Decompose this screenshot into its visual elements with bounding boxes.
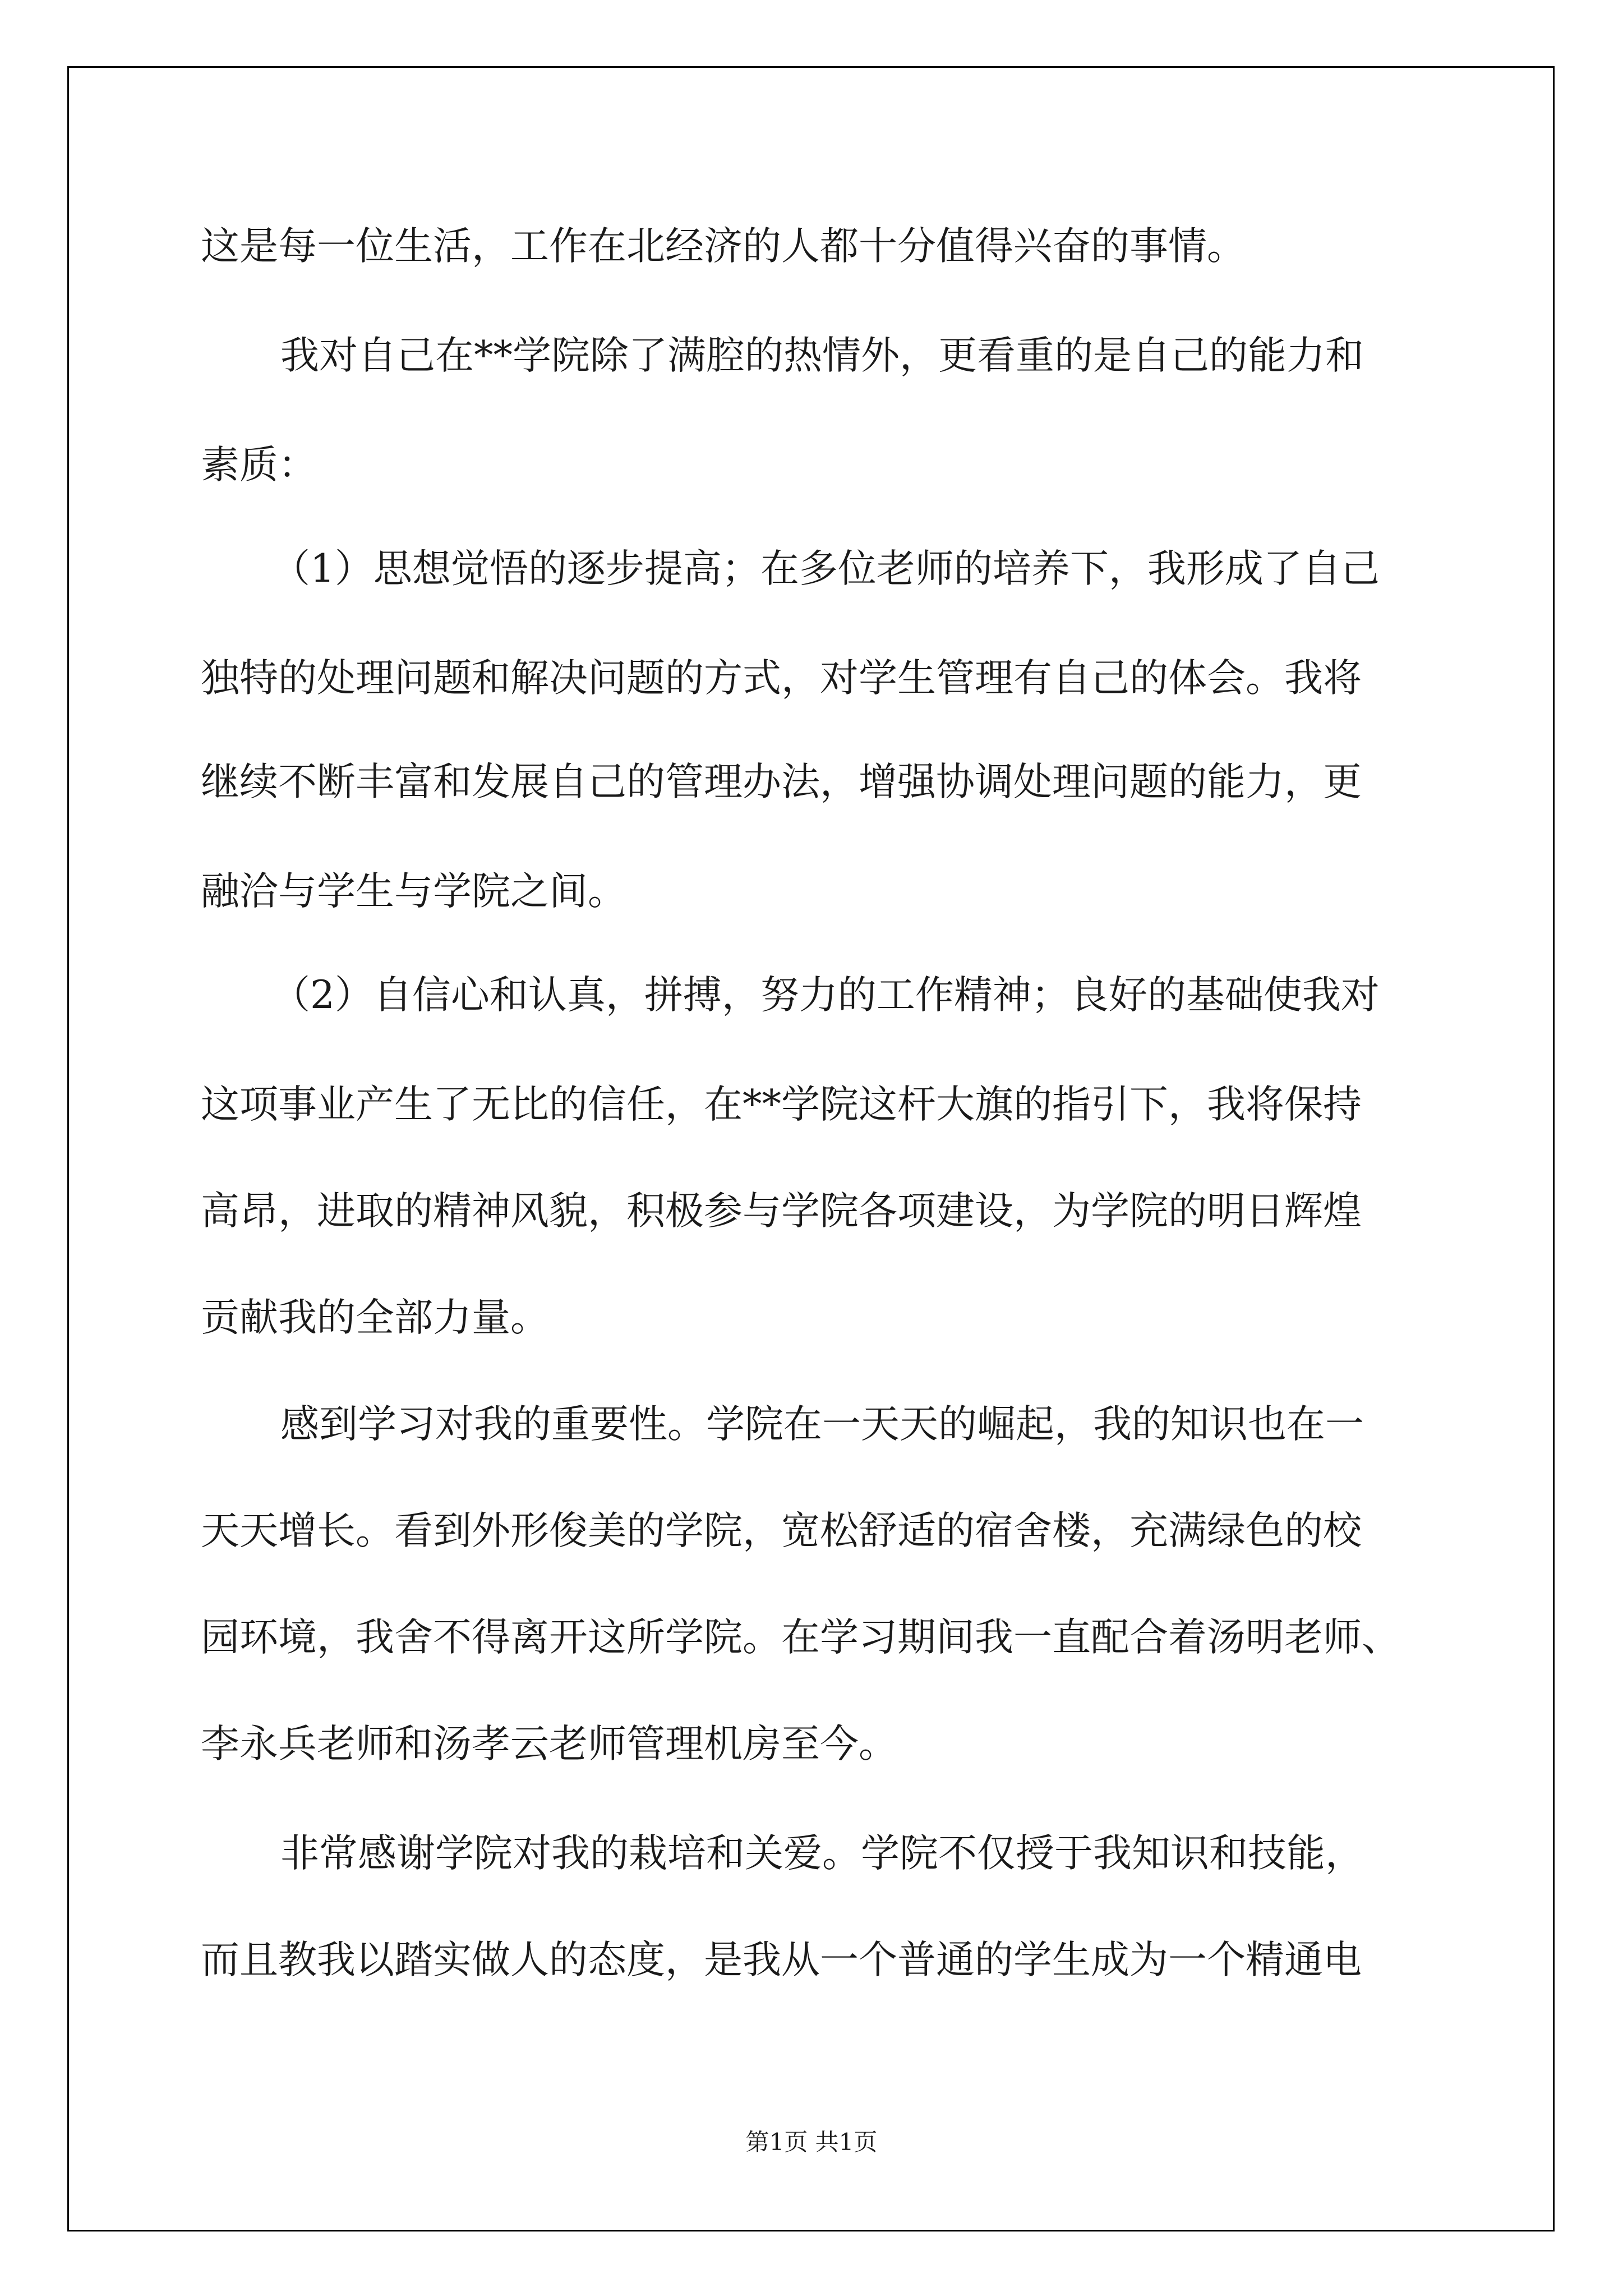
page-footer: 第1页 共1页: [745, 2128, 878, 2156]
text-line: 高昂，进取的精神风貌，积极参与学院各项建设，为学院的明日辉煌: [201, 1189, 1362, 1234]
text-line: 天天增长。看到外形俊美的学院，宽松舒适的宿舍楼，充满绿色的校: [201, 1508, 1362, 1553]
text-line: 感到学习对我的重要性。学院在一天天的崛起，我的知识也在一: [280, 1402, 1364, 1447]
text-line: （2）自信心和认真，拼搏，努力的工作精神；良好的基础使我对: [271, 973, 1380, 1018]
text-line: 素质：: [201, 443, 317, 487]
text-line: 这是每一位生活，工作在北经济的人都十分值得兴奋的事情。: [201, 224, 1246, 269]
text-line: 贡献我的全部力量。: [201, 1295, 549, 1340]
text-line: 园环境，我舍不得离开这所学院。在学习期间我一直配合着汤明老师、: [201, 1615, 1400, 1660]
text-line: 融洽与学生与学院之间。: [201, 869, 626, 914]
text-line: （1）思想觉悟的逐步提高；在多位老师的培养下，我形成了自己: [271, 546, 1380, 591]
text-line: 继续不断丰富和发展自己的管理办法，增强协调处理问题的能力，更: [201, 760, 1362, 804]
text-line: 这项事业产生了无比的信任，在**学院这杆大旗的指引下，我将保持: [201, 1082, 1362, 1127]
text-line: 而且教我以踏实做人的态度，是我从一个普通的学生成为一个精通电: [201, 1938, 1362, 1982]
text-line: 独特的处理问题和解决问题的方式，对学生管理有自己的体会。我将: [201, 656, 1362, 701]
text-line: 非常感谢学院对我的栽培和关爱。学院不仅授于我知识和技能，: [280, 1831, 1364, 1876]
page-border: [67, 66, 1555, 2231]
text-line: 我对自己在**学院除了满腔的热情外，更看重的是自己的能力和: [280, 333, 1364, 378]
text-line: 李永兵老师和汤孝云老师管理机房至今。: [201, 1722, 897, 1766]
